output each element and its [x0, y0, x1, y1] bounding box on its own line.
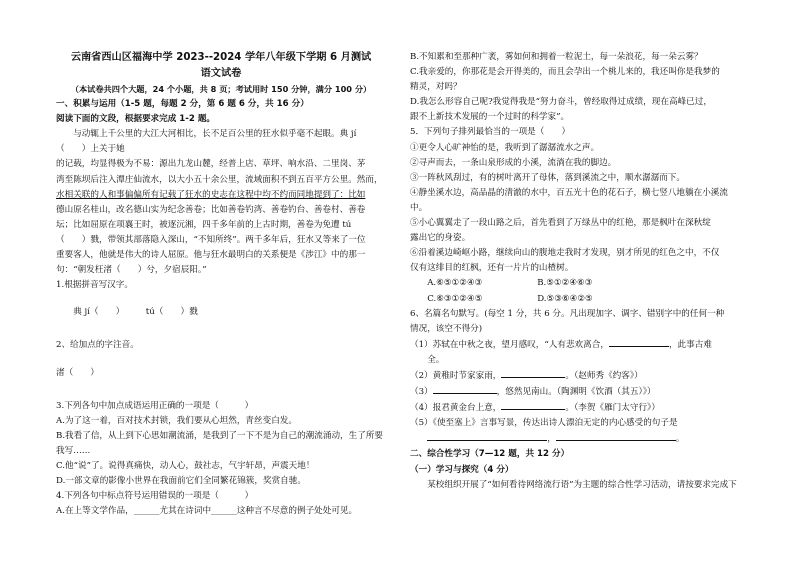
- q6-item-5: （5）《使至塞上》言事写景，传达出诗人漂泊无定的内心感受的句子是: [410, 418, 678, 429]
- question-3: 3.下列各句中加点成语运用正确的一项是（ ）: [56, 400, 254, 411]
- q6-blank-2[interactable]: [501, 368, 565, 378]
- q4-option-a[interactable]: A.在上等文学作品，______尤其在诗词中______这种言不尽意的例子处处可见。: [56, 506, 358, 517]
- q5-sentence: ①更令人心旷神怡的是，我听到了潺潺流水之声。: [410, 142, 600, 153]
- passage-line: 水相关联的人和事偏偏所有记载了狂水的史志在这程中均不约而同地提到了：比如: [56, 189, 366, 200]
- q3-option-a[interactable]: A.为了这一着，百对技术封锁，我们要从心坦然，青丝变白发。: [56, 415, 297, 426]
- question-4: 4.下列各句中标点符号运用错误的一项是（ ）: [56, 491, 254, 502]
- question-5: 5．下列句子排列最恰当的一项是（ ）: [410, 127, 571, 138]
- q3-option-d[interactable]: D.一部文章的影像小世界在我面前它们全同繁花锦簇，奖赏自驰。: [56, 476, 306, 487]
- q5-options-row1: [410, 276, 740, 291]
- question-2-blank[interactable]: 渚（ ）: [56, 367, 99, 378]
- q5-sentence: 仅有这绯目的红枫，还有一片片的山楂树。: [410, 263, 574, 274]
- q6-blank-1[interactable]: [609, 337, 669, 347]
- q6-blank-5b[interactable]: [556, 431, 676, 441]
- q4-option-b[interactable]: B.不知累和至那种广袤，雾如何和拥着一粒泥土，每一朵浪花，每一朵云雾？: [410, 52, 703, 62]
- q5-sentence: ④静坐溪水边，高品晶的清澈的水中，百五光十色的花石子，横七竖八地躺在小溪流中。: [410, 187, 728, 213]
- q6-item-1: （1）苏轼在中秋之夜，望月感叹，“人有悲欢离合， ，此事古难: [410, 337, 740, 353]
- q6-item-5-answer: ， 。: [410, 431, 740, 447]
- q6-blank-3[interactable]: [433, 384, 497, 394]
- section2-subheading: （一）学习与探究（4 分）: [410, 464, 514, 475]
- q5-sentence: ③一阵秋风刮过，有的树叶离开了母体，落到溪流之中，顺水潺潺而下。: [410, 172, 686, 183]
- passage-line: 湾至陈坝后注入潭庄仙流水，以大小五十余公里，流域面积不到五百平方公里。然而，: [56, 174, 383, 185]
- q5-sentence: ②寻声而去，一条山泉形成的小溪，流淌在我的脚边。: [410, 157, 617, 168]
- q6-blank-5a[interactable]: [427, 431, 547, 441]
- q4-option-c-cont: 精灵，对吗？: [410, 82, 462, 93]
- q4-option-d[interactable]: D.我怎么形容自己呢?我觉得我是“努力奋斗，曾经取得过成绩，现在高峰已过，: [410, 97, 712, 108]
- q6-item-4: （4）报君黄金台上意， 。（李贺《雁门太守行》）: [410, 400, 740, 416]
- q5-option-d[interactable]: D.⑤③⑥④②⑤: [537, 293, 593, 304]
- question-1-blanks[interactable]: 典 jí（ ） tú（ ）戮: [73, 307, 198, 318]
- question-1: 1.根据拼音写汉字。: [56, 280, 133, 291]
- q5-option-a[interactable]: A.⑥⑤①②④③: [427, 278, 483, 289]
- question-6: 6、名篇名句默写。(每空 1 分，共 6 分。凡出现加字、调字、错别字中的任何一种: [410, 308, 725, 319]
- right-column: [410, 50, 740, 493]
- exam-title-line2: 语文试卷: [200, 68, 242, 79]
- passage-line: 句：“朝发枉渚（ ）兮，夕宿辰阳。”: [56, 265, 207, 276]
- q6-blank-4[interactable]: [501, 400, 565, 410]
- q6-item-2: （2）黄稚时节家家雨， 。（赵师秀《约客》）: [410, 368, 740, 384]
- q4-option-d-cont: 跟不上新技术发展的一个过时的科学家”。: [410, 112, 570, 123]
- q5-option-b[interactable]: B.⑤①②④⑥③: [537, 278, 593, 289]
- q5-sentence: 露出它的身姿。: [410, 233, 471, 244]
- q5-sentence: ⑤小心翼翼走了一段山路之后，首先看到了万绿丛中的红艳，那是枫叶在深秋绽: [410, 218, 711, 229]
- q6-item-1-cont: 全。: [427, 354, 445, 365]
- question-6-cont: 情况，该空不得分): [410, 323, 483, 334]
- exam-instructions: （本试卷共四个大题，24 个小题，共 8 页；考试用时 150 分钟，满分 100 分）: [70, 84, 372, 94]
- q5-option-c[interactable]: C.⑥③①②④⑤: [427, 293, 483, 304]
- passage-line: 与动辄上千公里的大江大河相比，长不足百公里的狂水似乎毫不起眼。典 jí（ ）上关于她: [56, 129, 357, 155]
- passage-line: 坛；比如屈原在项襄王时，被逐沅湘，四千多年前的上古时期，善卷为免遭 tú: [56, 219, 352, 230]
- passage-line: 德山原名桂山，改名德山实为纪念善卷；比如善卷钓湾、善卷钓台、善卷村、善卷: [56, 204, 366, 215]
- q6-item-3: （3） ，悠然见南山。（陶渊明《饮酒（其五）》）: [410, 384, 740, 400]
- left-column: [56, 50, 386, 519]
- question-2: 2、给加点的字注音。: [56, 340, 139, 351]
- exam-title-line1: 云南省西山区福海中学 2023--2024 学年八年级下学期 6 月测试: [70, 52, 372, 63]
- q5-sentence: ⑥沿着溪边崎岖小路，继续向山的腹地走我时才发现，别才所见的红色之中，不仅: [410, 248, 720, 259]
- reading-passage: [56, 127, 386, 278]
- passage-line: （ ）戮，带领其部落隐入深山，“不知所终”。两千多年后，狂水又等来了一位: [56, 234, 366, 245]
- section1-heading: 一、积累与运用（1-5 题，每题 2 分，第 6 题 6 分，共 16 分）: [56, 99, 309, 110]
- passage-line: 的记载，均显得极为不易：源出九龙山麓，经普上店、草坪、响水沿、二里岗、茅: [56, 159, 366, 170]
- q5-options-row2: [410, 292, 740, 307]
- passage-line: 重要客人，他就是伟大的诗人屈原。他与狂水最明白的关系便是《涉江》中的那一: [56, 250, 366, 261]
- reading-prompt: 阅读下面的文段，根据要求完成 1-2 题。: [56, 114, 216, 125]
- q3-option-b[interactable]: B.我看了信，从上到下心思如潮流涌，是我到了一下不是为自己的潮流涌动，生了所要我写……: [56, 430, 384, 456]
- section2-heading: 二、综合性学习（7—12 题，共 12 分）: [410, 449, 570, 460]
- q4-option-c[interactable]: C.我亲爱的，你那花是会开得美的，而且会孕出一个桃儿来的，我还叫你是我梦的: [410, 67, 720, 78]
- section2-text: 某校组织开展了“如何看待网络流行语”为主题的综合性学习活动，请按要求完成下: [427, 479, 737, 490]
- q3-option-c[interactable]: C.他“说”了。说得真痛快，动人心，鼓社志，气宇轩昂，声震天地！: [56, 460, 315, 471]
